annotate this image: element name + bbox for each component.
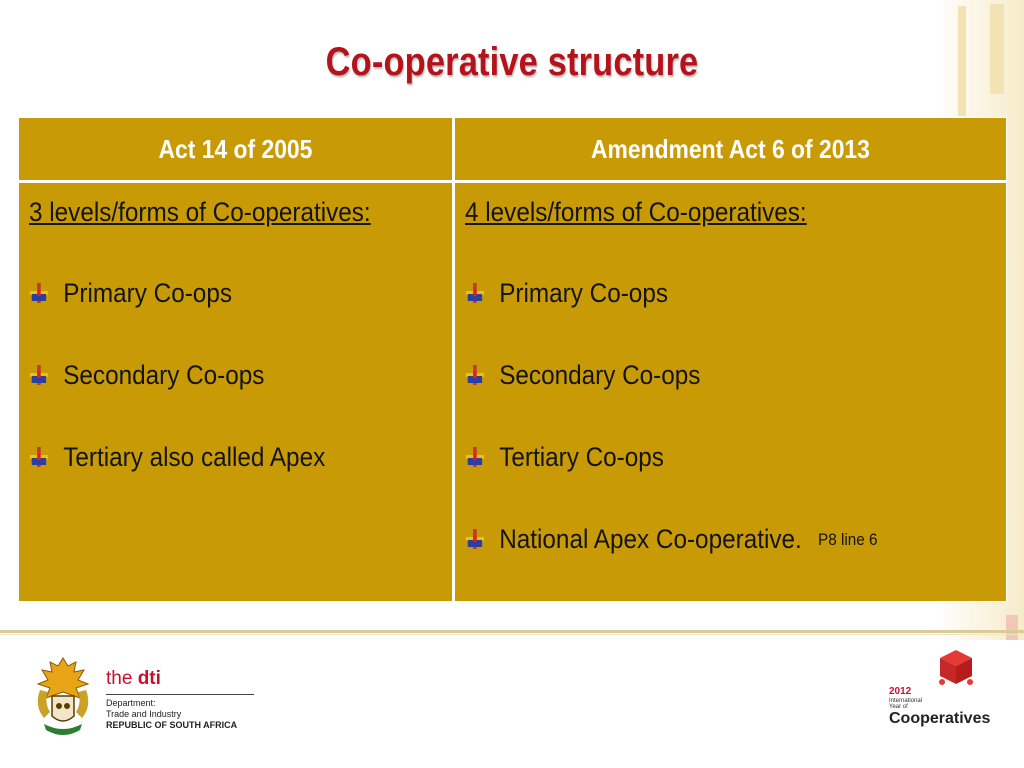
slide-title: Co-operative structure — [325, 40, 699, 84]
list-item: Secondary Co-ops — [29, 359, 407, 391]
decoration-bar — [958, 6, 966, 116]
header-act-2005: Act 14 of 2005 — [158, 133, 313, 164]
row-divider — [19, 180, 1006, 183]
list-item: National Apex Co-operative. P8 line 6 — [465, 523, 942, 555]
dti-wordmark: the dti Department: Trade and Industry REPUBLIC OF SOUTH AFRICA — [106, 668, 254, 731]
iyc-cube-icon — [936, 648, 976, 688]
list-item: Tertiary also called Apex — [29, 441, 407, 473]
iyc-subtitle: International Year of — [889, 698, 923, 710]
cell-heading: 4 levels/forms of Co-operatives: — [465, 197, 807, 227]
column-divider — [452, 118, 455, 601]
list-item: Primary Co-ops — [465, 277, 942, 309]
footer-divider — [0, 630, 1024, 633]
list-item: Tertiary Co-ops — [465, 441, 942, 473]
iyc-name: Cooperatives — [889, 710, 991, 727]
bullet-icon — [29, 446, 49, 468]
iyc-year: 2012 — [889, 686, 912, 697]
decoration-bar — [1006, 615, 1018, 640]
reference-note: P8 line 6 — [817, 530, 878, 549]
dti-logo — [30, 654, 270, 744]
iyc-logo — [886, 648, 996, 738]
comparison-table — [18, 117, 1007, 602]
bullet-icon — [465, 364, 485, 386]
cell-heading: 3 levels/forms of Co-operatives: — [29, 197, 371, 227]
bullet-icon — [465, 282, 485, 304]
header-amendment-2013: Amendment Act 6 of 2013 — [591, 133, 870, 164]
footer-divider — [0, 634, 1024, 635]
bullet-icon — [465, 446, 485, 468]
coat-of-arms-icon — [30, 654, 96, 742]
cell-amendment-2013 — [465, 196, 995, 605]
cell-act-2005 — [29, 196, 449, 523]
bullet-icon — [29, 364, 49, 386]
bullet-icon — [465, 528, 485, 550]
decoration-bar — [990, 4, 1004, 94]
list-item: Primary Co-ops — [29, 277, 407, 309]
list-item: Secondary Co-ops — [465, 359, 942, 391]
bullet-icon — [29, 282, 49, 304]
